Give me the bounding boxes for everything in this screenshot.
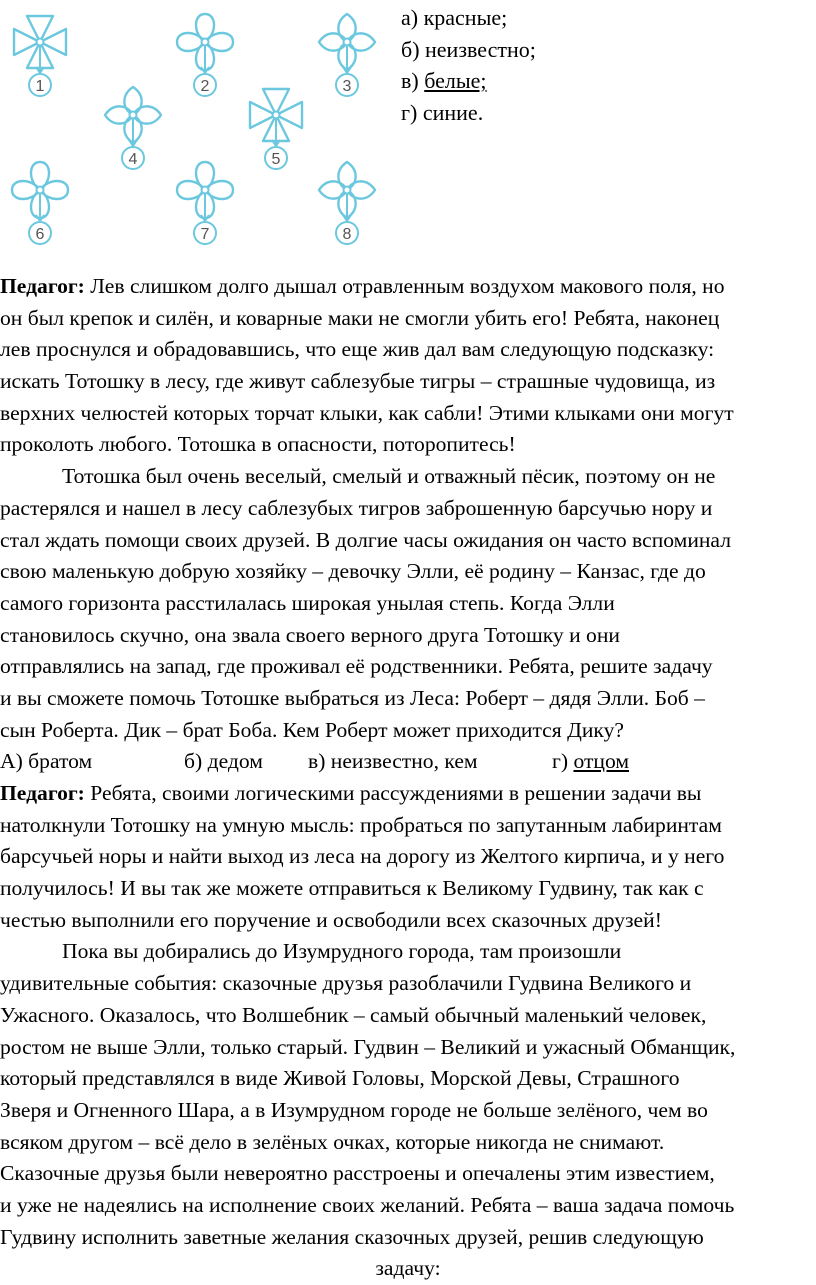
paragraph-1-line: верхних челюстей которых торчат клыки, как сабли! Этими клыками они могут: [0, 400, 734, 425]
option-b: б) дедом: [184, 749, 263, 774]
flower-number: 4: [128, 151, 138, 168]
paragraph-4-line: Ужасного. Оказалось, что Волшебник – самый обычный маленький человек,: [0, 1002, 707, 1027]
paragraph-2-line: самого горизонта расстилалась широкая унылая степь. Когда Элли: [0, 590, 615, 615]
flower-2: [177, 14, 233, 96]
answer-d: г) синие.: [401, 99, 484, 125]
flower-center: [37, 39, 44, 46]
paragraph-2-line: свою маленькую добрую хозяйку – девочку Элли, её родину – Канзас, где до: [0, 559, 706, 584]
flower-number: 7: [200, 226, 210, 243]
paragraph-2-line: Тотошка был очень веселый, смелый и отважный пёсик, поэтому он не: [62, 464, 716, 489]
flower-center: [202, 39, 209, 46]
paragraph-4-line: Зверя и Огненного Шара, а в Изумрудном городе не больше зелёного, чем во: [0, 1097, 708, 1122]
paragraph-1-line: [0, 271, 816, 303]
paragraph-1-line: лев проснулся и обрадовавшись, что еще жив дал вам следующую подсказку:: [0, 337, 715, 362]
flower-number: 1: [35, 78, 45, 95]
answer-options: [401, 2, 536, 128]
paragraph-4-line: всяком другом – всё дело в зелёных очках, которые никогда не снимают.: [0, 1129, 665, 1154]
option-a: А) братом: [0, 749, 93, 774]
paragraph-1-line: проколоть любого. Тотошка в опасности, поторопитесь!: [0, 432, 516, 457]
paragraph-3-line: получилось! И вы так же можете отправиться к Великому Гудвину, так как с: [0, 876, 704, 901]
flower-center: [130, 112, 137, 119]
paragraph-4-line: который представлялся в виде Живой Головы, Морской Девы, Страшного: [0, 1066, 680, 1091]
flower-center: [37, 187, 44, 194]
document-body: [0, 271, 816, 1285]
flower-number: 8: [342, 226, 352, 243]
flower-center: [344, 39, 351, 46]
answer-c: [401, 65, 536, 97]
flower-number: 2: [200, 78, 210, 95]
paragraph-3-line: барсучьей норы и найти выход из леса на дорогу из Желтого кирпича, и у него: [0, 844, 725, 869]
answer-b: б) неизвестно;: [401, 36, 536, 62]
flower-center: [273, 112, 280, 119]
paragraph-3-line: честью выполнили его поручение и освободили всех сказочных друзей!: [0, 907, 662, 932]
paragraph-3-line: [0, 778, 816, 810]
flower-diagram: [0, 0, 390, 262]
paragraph-2-line: растерялся и нашел в лесу саблезубых тигров заброшенную барсучью нору и: [0, 495, 713, 520]
flower-5: [250, 89, 302, 169]
paragraph-2-line: сын Роберта. Дик – брат Боба. Кем Роберт может приходится Дику?: [0, 717, 624, 742]
answer-c-prefix: в): [401, 68, 425, 93]
paragraph-4-line: Сказочные друзья были невероятно расстроены и опечалены этим известием,: [0, 1161, 715, 1186]
paragraph-4-line: и уже не надеялись на исполнение своих желаний. Ребята – ваша задача помочь: [0, 1192, 735, 1217]
flower-1: [14, 16, 66, 96]
flower-6: [12, 162, 68, 244]
option-d: [552, 746, 629, 778]
flower-7: [177, 162, 233, 244]
flower-number: 6: [35, 226, 45, 243]
question-options: [0, 746, 816, 778]
speaker-label: Педагог:: [0, 781, 85, 805]
flower-number: 5: [271, 151, 281, 168]
paragraph-4-line: ростом не выше Элли, только старый. Гудвин – Великий и ужасный Обманщик,: [0, 1034, 736, 1059]
speaker-label: Педагог:: [0, 274, 85, 298]
paragraph-4-line: задачу:: [375, 1256, 441, 1281]
answer-c-value: белые;: [424, 68, 487, 93]
option-d-prefix: г): [552, 749, 574, 774]
paragraph-4-line: удивительные события: сказочные друзья разоблачили Гудвина Великого и: [0, 971, 692, 996]
option-c: в) неизвестно, кем: [308, 749, 478, 774]
flower-3: [319, 14, 375, 96]
flower-center: [202, 187, 209, 194]
flower-4: [105, 87, 161, 169]
paragraph-3-line: натолкнули Тотошку на умную мысль: пробраться по запутанным лабиринтам: [0, 812, 722, 837]
paragraph-2-line: стал ждать помощи своих друзей. В долгие часы ожидания он часто вспоминал: [0, 527, 731, 552]
flower-number: 3: [342, 78, 352, 95]
answer-a: а) красные;: [401, 5, 508, 30]
flower-center: [344, 187, 351, 194]
paragraph-2-line: и вы сможете помочь Тотошке выбраться из Леса: Роберт – дядя Элли. Боб –: [0, 685, 705, 710]
paragraph-4-line: Пока вы добирались до Изумрудного города, там произошли: [62, 939, 622, 964]
paragraph-4-line: Гудвину исполнить заветные желания сказочных друзей, решив следующую: [0, 1224, 704, 1249]
paragraph-1-line: он был крепок и силён, и коварные маки не смогли убить его! Ребята, наконец: [0, 305, 720, 330]
paragraph-2-line: становилось скучно, она звала своего верного друга Тотошку и они: [0, 622, 620, 647]
text-span: Лев слишком долго дышал отравленным воздухом макового поля, но: [84, 274, 725, 298]
paragraph-2-line: отправлялись на запад, где проживал её родственники. Ребята, решите задачу: [0, 654, 713, 679]
option-d-value: отцом: [573, 749, 630, 774]
flower-8: [319, 162, 375, 244]
paragraph-1-line: искать Тотошку в лесу, где живут саблезубые тигры – страшные чудовища, из: [0, 369, 716, 394]
text-span: Ребята, своими логическими рассуждениями в решении задачи вы: [84, 781, 702, 805]
